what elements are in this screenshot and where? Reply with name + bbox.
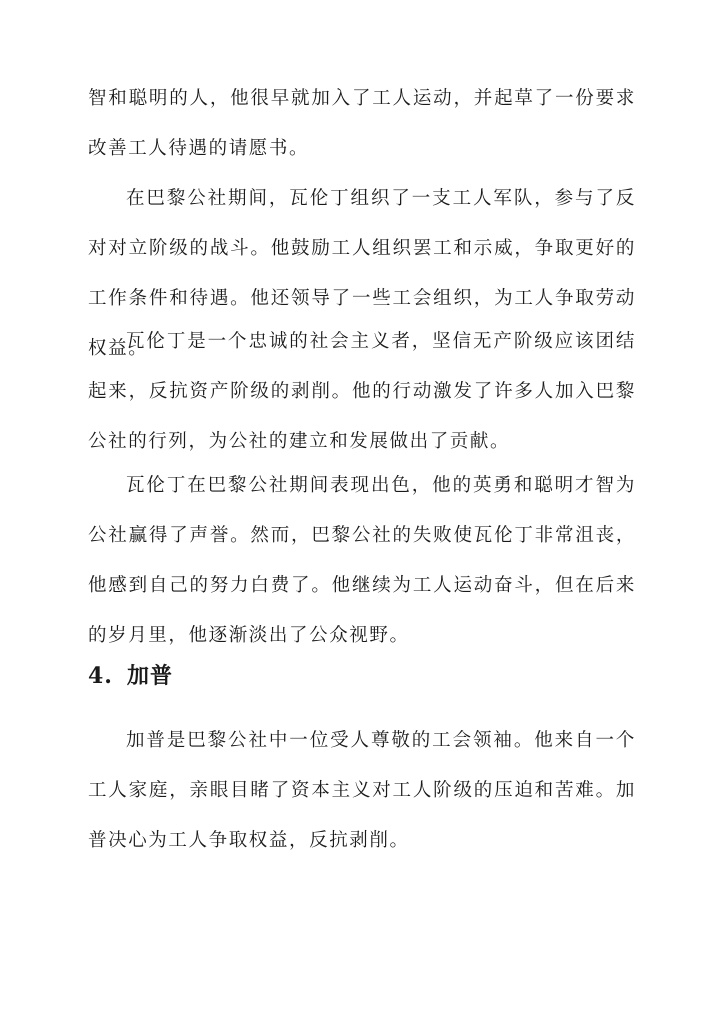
paragraph-continuation: 智和聪明的人，他很早就加入了工人运动，并起草了一份要求改善工人待遇的请愿书。 xyxy=(88,88,636,159)
paragraph-gap-intro: 加普是巴黎公社中一位受人尊敬的工会领袖。他来自一个工人家庭，亲眼目睹了资本主义对工人阶级的压迫和苦难。加普决心为工人争取权益，反抗剥削。 xyxy=(88,730,636,851)
paragraph-valentin-army: 在巴黎公社期间，瓦伦丁组织了一支工人军队，参与了反对对立阶级的战斗。他鼓励工人组织罢工和示威，争取更好的工作条件和待遇。他还领导了一些工会组织，为工人争取劳动权益。 xyxy=(88,188,636,359)
section-heading xyxy=(88,660,173,692)
section-number: 4. xyxy=(88,663,113,689)
paragraph-valentin-legacy: 瓦伦丁在巴黎公社期间表现出色，他的英勇和聪明才智为公社赢得了声誉。然而，巴黎公社的失败使瓦伦丁非常沮丧，他感到自己的努力白费了。他继续为工人运动奋斗，但在后来的岁月里，他逐渐淡出了公众视野。 xyxy=(88,475,636,646)
section-title: 加普 xyxy=(126,663,173,689)
paragraph-valentin-socialist: 瓦伦丁是一个忠诚的社会主义者，坚信无产阶级应该团结起来，反抗资产阶级的剥削。他的行动激发了许多人加入巴黎公社的行列，为公社的建立和发展做出了贡献。 xyxy=(88,331,636,452)
